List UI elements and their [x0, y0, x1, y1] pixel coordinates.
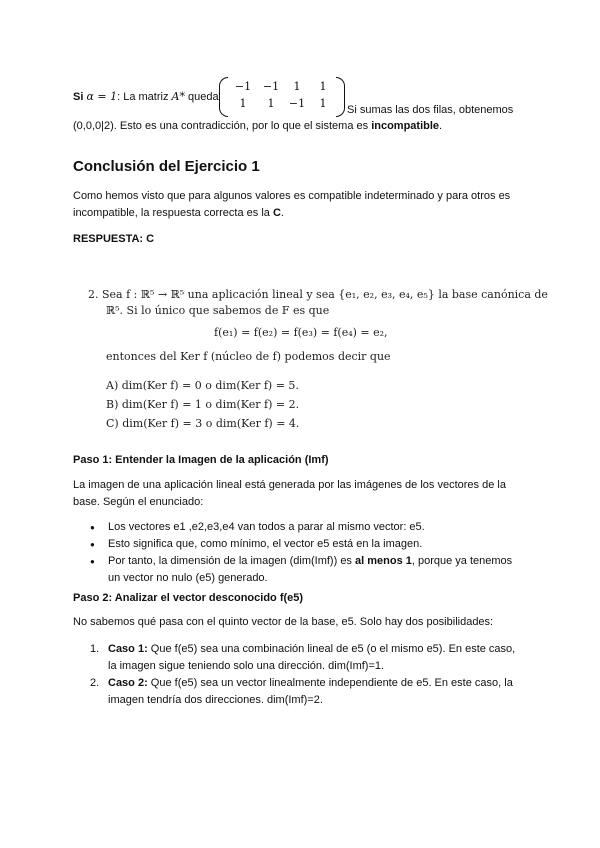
list-item — [90, 553, 512, 587]
paso-2-intro: No sabemos qué pasa con el quinto vector de la base, e5. Solo hay dos posibilidades: — [73, 616, 494, 628]
list-item — [90, 675, 515, 709]
item-number: 1. — [90, 643, 100, 655]
bullet-text: , porque ya tenemos — [411, 555, 513, 567]
matrix-cell: 1 — [319, 80, 327, 93]
si-prefix: Si — [73, 91, 84, 103]
paso-1-heading: Paso 1: Entender la Imagen de la aplicación (Imf) — [73, 454, 329, 466]
paso-1-line-1: La imagen de una aplicación lineal está generada por las imágenes de los vectores de la — [73, 479, 506, 491]
conclusion-paragraph — [73, 188, 510, 222]
exercise-2-line-3: entonces del Ker f (núcleo de f) podemos decir que — [106, 350, 391, 363]
list-item — [90, 519, 512, 536]
after-matrix-text: Si sumas las dos filas, obtenemos — [347, 104, 514, 116]
conclusion-heading: Conclusión del Ejercicio 1 — [73, 158, 260, 175]
alpha-equation: α = 1 — [86, 90, 118, 103]
period: . — [280, 207, 284, 219]
paso-2-heading: Paso 2: Analizar el vector desconocido f(e5) — [73, 592, 304, 604]
paso-1-paragraph — [73, 477, 506, 511]
exercise-2-line-2: ℝ⁵. Si lo único que sabemos de F es que — [106, 304, 330, 317]
matrix-a-star — [219, 77, 345, 117]
case-bold: Caso 2: — [108, 677, 148, 689]
exercise-2-formula: f(e₁) = f(e₂) = f(e₃) = f(e₄) = e₂, — [214, 326, 388, 339]
bullet-bold: al menos 1 — [355, 555, 412, 567]
matrix-cell: 1 — [267, 97, 275, 110]
case-text: la imagen sigue teniendo solo una dirección. dim(Imf)=1. — [108, 660, 385, 672]
case-text: Que f(e5) sea una combinación lineal de e5 (o el mismo e5). En este caso, — [147, 643, 516, 655]
conclusion-text: incompatible, la respuesta correcta es la — [73, 207, 273, 219]
matrix-intro-text: : La matriz — [117, 91, 169, 103]
matrix-cell: −1 — [288, 97, 306, 110]
option-b: B) dim(Ker f) = 1 o dim(Ker f) = 2. — [106, 398, 300, 411]
case-bold: Caso 1: — [108, 643, 148, 655]
paso-1-bullet-list — [90, 519, 512, 587]
bullet-text: Los vectores e1 ,e2,e3,e4 van todos a parar al mismo vector: e5. — [108, 521, 425, 533]
paso-1-line-2: base. Según el enunciado: — [73, 496, 204, 508]
bullet-text: Por tanto, la dimensión de la imagen (dim(Imf)) es — [108, 555, 355, 567]
matrix-name: A* — [171, 90, 185, 103]
case-text: imagen tendría dos direcciones. dim(Imf)=2. — [108, 694, 323, 706]
options-list — [106, 376, 299, 433]
period: . — [439, 120, 443, 132]
option-c: C) dim(Ker f) = 3 o dim(Ker f) = 4. — [106, 417, 300, 430]
matrix-cell: −1 — [234, 80, 252, 93]
exercise-2-line-1: 2. Sea f : ℝ⁵ → ℝ⁵ una aplicación lineal y sea {e₁, e₂, e₃, e₄, e₅} la base canónica de — [88, 288, 548, 301]
answer-letter-bold: C — [272, 207, 281, 219]
contradiction-line — [73, 118, 442, 135]
right-parenthesis — [336, 77, 345, 117]
matrix-cell: 1 — [293, 80, 301, 93]
exercise-2-block — [88, 287, 548, 319]
bullet-text: un vector no nulo (e5) generado. — [108, 572, 268, 584]
conclusion-line-2 — [73, 205, 510, 222]
matrix-cell: 1 — [239, 97, 247, 110]
item-number: 2. — [90, 677, 100, 689]
paso-2-case-list — [90, 641, 515, 709]
bullet-text: Esto significa que, como mínimo, el vector e5 está en la imagen. — [108, 538, 423, 550]
top-line-1 — [73, 88, 219, 106]
matrix-cell: −1 — [262, 80, 280, 93]
case-text: Que f(e5) sea un vector linealmente independiente de e5. En este caso, la — [147, 677, 513, 689]
incompatible-bold: incompatible — [371, 120, 440, 132]
answer-label: RESPUESTA: C — [73, 233, 155, 245]
list-item — [90, 641, 515, 675]
matrix-cell: 1 — [319, 97, 327, 110]
queda-text: queda — [188, 91, 219, 103]
contradiction-text: (0,0,0|2). Esto es una contradicción, por lo que el sistema es — [73, 120, 372, 132]
conclusion-line-1: Como hemos visto que para algunos valores es compatible indeterminado y para otros es — [73, 190, 511, 202]
left-parenthesis — [219, 77, 228, 117]
list-item — [90, 536, 512, 553]
option-a: A) dim(Ker f) = 0 o dim(Ker f) = 5. — [106, 379, 299, 392]
